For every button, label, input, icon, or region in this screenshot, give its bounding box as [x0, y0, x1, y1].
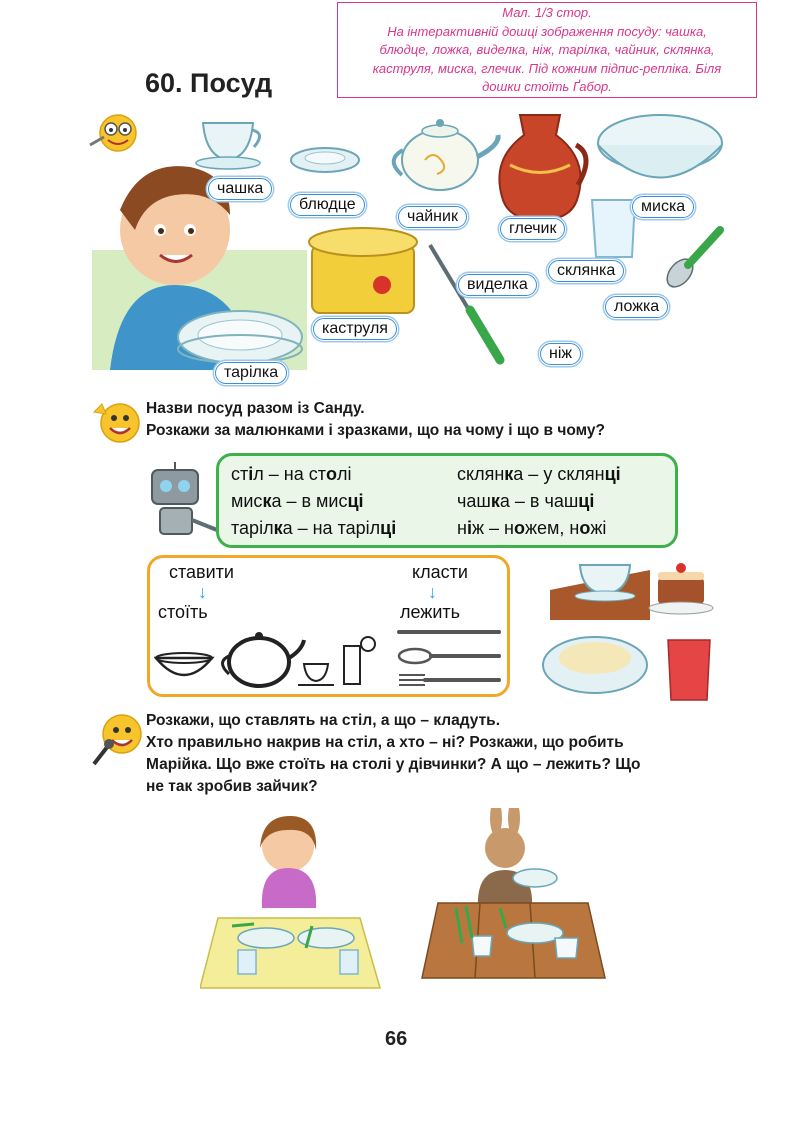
- glass-illustration: [592, 200, 635, 257]
- pot-illustration: [309, 228, 417, 313]
- jug-illustration: [499, 115, 586, 220]
- page-number: 66: [385, 1028, 408, 1050]
- task2-line4: не так зробив зайчик?: [146, 778, 318, 795]
- page-title: 60. Посуд: [145, 68, 273, 98]
- task2-line2: Хто правильно накрив на стіл, а хто – ні? Розкажи, що робить: [146, 734, 624, 751]
- illustration-note: [337, 2, 757, 98]
- label-knife: ніж: [540, 343, 581, 365]
- spoon-illustration: [662, 230, 720, 292]
- verb-stavyty: ставити: [169, 562, 234, 582]
- table-setting-illustration: [200, 808, 620, 1008]
- label-cup: чашка: [208, 178, 272, 200]
- arrow-down-icon: ↓: [198, 582, 207, 602]
- label-bowl: миска: [632, 196, 694, 218]
- girl-table-illustration: [200, 816, 380, 988]
- verbs-box: [147, 555, 510, 697]
- note-line: На інтерактивній дошці зображення посуду: чашка,: [387, 23, 707, 39]
- bunny-table-illustration: [422, 808, 605, 978]
- boy-illustration: [92, 166, 307, 370]
- task2-line1: Розкажи, що ставлять на стіл, а що – кладуть.: [146, 712, 500, 729]
- label-plate: тарілка: [215, 362, 287, 384]
- label-fork: виделка: [458, 274, 537, 296]
- task2-line3: Марійка. Що вже стоїть на столі у дівчинки? А що – лежить? Що: [146, 756, 641, 773]
- smiley-microphone-icon: [90, 710, 142, 766]
- label-glass: склянка: [548, 260, 624, 282]
- standing-dishes-icons: [154, 628, 379, 692]
- cup-illustration: [196, 123, 260, 169]
- table-items-illustration: [540, 550, 730, 705]
- note-line: Мал. 1/3 стор.: [502, 5, 592, 20]
- verb-klasty: класти: [412, 562, 468, 582]
- fork-illustration: [430, 245, 500, 360]
- smiley-thumbs-up-icon: [92, 398, 144, 446]
- verb-stoit: стоїть: [158, 602, 208, 622]
- task1-line1: Назви посуд разом із Санду.: [146, 400, 365, 417]
- lying-cutlery-icons: [395, 624, 505, 694]
- teapot-illustration: [394, 119, 498, 190]
- example-cell: тарілка – на тарілці: [231, 518, 397, 538]
- task1-line2: Розкажи за малюнками і зразками, що на чому і що в чому?: [146, 422, 605, 439]
- note-line: дошки стоїть Ґабор.: [482, 79, 612, 94]
- arrow-down-icon: ↓: [428, 582, 437, 602]
- dishes-illustration: [80, 105, 760, 390]
- label-jug: глечик: [500, 218, 565, 240]
- examples-box: [216, 453, 678, 548]
- bowl-illustration: [598, 115, 722, 178]
- example-cell: ніж – ножем, ножі: [457, 518, 607, 538]
- label-saucer: блюдце: [290, 194, 365, 216]
- smiley-glasses-icon: [90, 115, 136, 151]
- example-cell: стіл – на столі: [231, 464, 352, 484]
- label-teapot: чайник: [398, 206, 467, 228]
- example-cell: склянка – у склянці: [457, 464, 621, 484]
- note-line: блюдце, ложка, виделка, ніж, тарілка, чайник, склянка,: [379, 42, 715, 57]
- note-line: каструля, миска, глечик. Під кожним підпис-репліка. Біля: [372, 60, 722, 76]
- example-cell: чашка – в чашці: [457, 491, 595, 511]
- verb-lezhyt: лежить: [400, 602, 461, 622]
- label-pot: каструля: [313, 318, 397, 340]
- example-cell: миска – в мисці: [231, 491, 364, 511]
- saucer-illustration: [291, 148, 359, 172]
- robot-illustration: [148, 462, 226, 552]
- label-spoon: ложка: [605, 296, 668, 318]
